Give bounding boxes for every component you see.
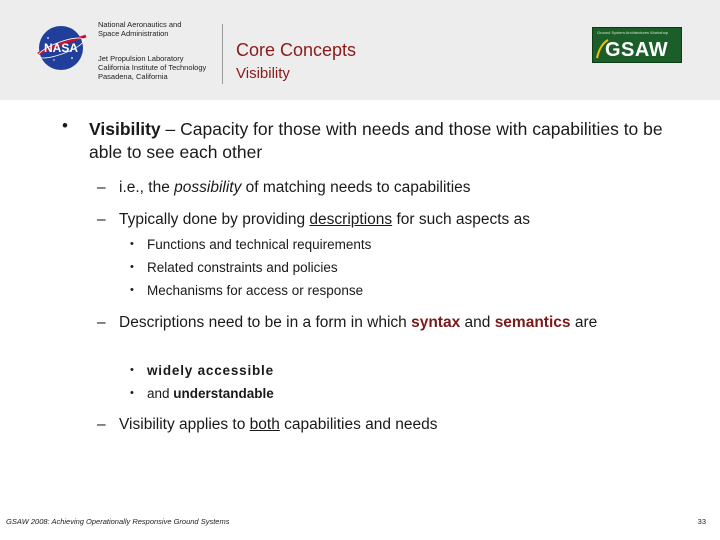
footer-text: GSAW 2008: Achieving Operationally Responsive Ground Systems xyxy=(6,517,230,526)
slide-title: Core Concepts xyxy=(236,40,357,60)
nasa-logo xyxy=(34,24,88,72)
page-number: 33 xyxy=(697,517,706,526)
lab-name: Jet Propulsion Laboratory California Institute of Technology Pasadena, California xyxy=(98,54,207,81)
main-point: Visibility – Capacity for those with needs and those with capabilities to be able to see each other xyxy=(89,119,663,162)
agency-name: National Aeronautics and Space Administration xyxy=(98,20,182,38)
slide-header xyxy=(0,0,720,100)
header-divider xyxy=(222,24,223,84)
gsaw-logo: Ground System Architectures Workshop GSAW xyxy=(592,27,682,63)
bullet-dot: • xyxy=(62,116,68,135)
svg-text:NASA: NASA xyxy=(43,41,79,55)
slide-subtitle: Visibility xyxy=(236,65,290,82)
